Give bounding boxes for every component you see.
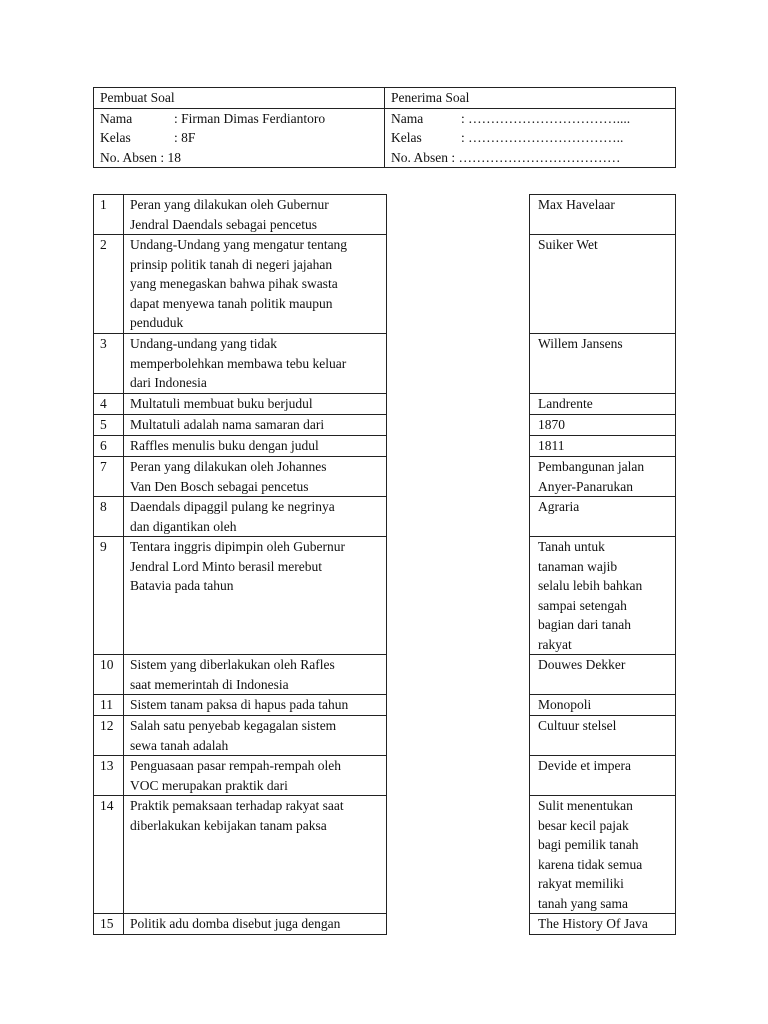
- question-number-cell: [94, 436, 124, 457]
- question-text-line: Van Den Bosch sebagai pencetus: [130, 478, 309, 494]
- answer-cell: [530, 436, 676, 457]
- question-text-cell: [124, 394, 387, 415]
- question-number-cell: [94, 756, 124, 796]
- question-number-cell: [94, 457, 124, 497]
- question-row: [94, 195, 387, 235]
- answer-row: [530, 914, 676, 935]
- question-text-line: Raffles menulis buku dengan judul: [130, 438, 319, 453]
- receiver-class-line: [391, 128, 669, 148]
- answer-text-line: rakyat: [538, 636, 572, 652]
- question-text-line: Sistem yang diberlakukan oleh Rafles: [130, 657, 335, 672]
- question-row: [94, 655, 387, 695]
- answer-cell: [530, 914, 676, 935]
- answer-text-line: Douwes Dekker: [538, 657, 626, 672]
- question-row: [94, 537, 387, 655]
- question-number-cell: [94, 334, 124, 394]
- receiver-name-line: [391, 109, 669, 129]
- maker-absen-label: No. Absen: [100, 149, 157, 165]
- maker-name-label: Nama: [100, 110, 133, 126]
- question-text-line: Undang-Undang yang mengatur tentang: [130, 237, 348, 252]
- answer-row: [530, 756, 676, 796]
- question-text-line: prinsip politik tanah di negeri jajahan: [130, 256, 333, 272]
- answer-cell: [530, 695, 676, 716]
- question-text-line: dari Indonesia: [130, 375, 207, 390]
- answer-text-line: Agraria: [538, 499, 580, 514]
- question-text-line: Peran yang dilakukan oleh Gubernur: [130, 197, 329, 212]
- question-number: 5: [100, 417, 107, 432]
- answer-text-line: besar kecil pajak: [538, 817, 629, 833]
- question-row: [94, 796, 387, 914]
- receiver-class-value: : ……………………………..: [461, 130, 624, 145]
- question-number-cell: [94, 655, 124, 695]
- question-text-line: Praktik pemaksaan terhadap rakyat saat: [130, 798, 344, 813]
- question-row: [94, 235, 387, 334]
- answer-text-line: Sulit menentukan: [538, 798, 633, 813]
- receiver-class-label: Kelas: [391, 130, 422, 145]
- maker-absen-line: [100, 148, 378, 168]
- question-number: 9: [100, 539, 107, 554]
- question-row: [94, 497, 387, 537]
- question-row: [94, 457, 387, 497]
- receiver-title: Penerima Soal: [391, 90, 470, 105]
- question-row: [94, 394, 387, 415]
- answer-cell: [530, 796, 676, 914]
- question-number: 3: [100, 336, 107, 351]
- question-number: 10: [100, 657, 114, 672]
- question-number-cell: [94, 716, 124, 756]
- answer-cell: [530, 334, 676, 394]
- question-text-line: Daendals dipaggil pulang ke negrinya: [130, 499, 335, 514]
- receiver-name-label: Nama: [391, 110, 424, 126]
- answer-cell: [530, 415, 676, 436]
- question-row: [94, 695, 387, 716]
- question-text-line: yang menegaskan bahwa pihak swasta: [130, 276, 338, 291]
- question-text-line: diberlakukan kebijakan tanam paksa: [130, 817, 327, 833]
- answer-text-line: 1870: [538, 417, 565, 432]
- question-number: 2: [100, 237, 107, 252]
- question-text-cell: [124, 457, 387, 497]
- maker-name-value: : Firman Dimas Ferdiantoro: [174, 110, 326, 126]
- question-text-line: Jendral Daendals sebagai pencetus: [130, 216, 318, 232]
- question-number: 11: [100, 697, 113, 712]
- answer-row: [530, 436, 676, 457]
- question-text-cell: [124, 655, 387, 695]
- question-text-cell: [124, 415, 387, 436]
- answer-row: [530, 497, 676, 537]
- answer-row: [530, 415, 676, 436]
- maker-class-value: : 8F: [174, 130, 196, 145]
- answer-row: [530, 655, 676, 695]
- receiver-info-cell: [385, 108, 676, 168]
- question-text-line: Penguasaan pasar rempah-rempah oleh: [130, 758, 342, 773]
- header-table: [93, 87, 676, 168]
- maker-name-line: [100, 109, 378, 129]
- question-text-line: Undang-undang yang tidak: [130, 336, 277, 351]
- answer-text-line: The History Of Java: [538, 916, 648, 931]
- answer-row: [530, 796, 676, 914]
- maker-class-line: [100, 128, 378, 148]
- question-row: [94, 756, 387, 796]
- maker-info-cell: [94, 108, 385, 168]
- question-text-line: Sistem tanam paksa di hapus pada tahun: [130, 697, 349, 712]
- question-text-cell: [124, 756, 387, 796]
- question-number: 12: [100, 718, 114, 733]
- answer-cell: [530, 716, 676, 756]
- question-text-line: Multatuli adalah nama samaran dari: [130, 417, 325, 432]
- answer-row: [530, 695, 676, 716]
- question-row: [94, 914, 387, 935]
- question-text-line: sewa tanah adalah: [130, 737, 229, 753]
- question-text-cell: [124, 334, 387, 394]
- question-text-cell: [124, 796, 387, 914]
- answer-text-line: tanaman wajib: [538, 558, 618, 574]
- answer-text-line: Suiker Wet: [538, 237, 598, 252]
- question-text-cell: [124, 195, 387, 235]
- question-text-line: Tentara inggris dipimpin oleh Gubernur: [130, 539, 346, 554]
- answer-text-line: Devide et impera: [538, 758, 631, 773]
- question-number-cell: [94, 796, 124, 914]
- question-text-cell: [124, 235, 387, 334]
- question-row: [94, 415, 387, 436]
- question-text-line: dapat menyewa tanah politik maupun: [130, 295, 333, 311]
- answer-cell: [530, 537, 676, 655]
- maker-title: Pembuat Soal: [100, 90, 175, 105]
- question-row: [94, 716, 387, 756]
- question-text-line: Peran yang dilakukan oleh Johannes: [130, 459, 327, 474]
- maker-absen-value: : 18: [160, 149, 182, 165]
- answer-cell: [530, 756, 676, 796]
- answer-row: [530, 195, 676, 235]
- question-number: 6: [100, 438, 107, 453]
- answer-row: [530, 235, 676, 334]
- answer-text-line: Tanah untuk: [538, 539, 605, 554]
- receiver-name-value: : ……………………………....: [461, 110, 631, 126]
- questions-table: [93, 194, 387, 935]
- answers-table: [529, 194, 676, 935]
- answer-text-line: Cultuur stelsel: [538, 718, 617, 733]
- answer-text-line: Anyer-Panarukan: [538, 478, 633, 494]
- answer-text-line: selalu lebih bahkan: [538, 578, 643, 593]
- question-text-line: Salah satu penyebab kegagalan sistem: [130, 718, 337, 733]
- header-title-row: [94, 88, 676, 109]
- question-number: 4: [100, 396, 107, 411]
- answer-text-line: tanah yang sama: [538, 895, 628, 911]
- answer-text-line: Monopoli: [538, 697, 592, 712]
- question-text-cell: [124, 914, 387, 935]
- question-number-cell: [94, 695, 124, 716]
- question-text-line: dan digantikan oleh: [130, 518, 237, 534]
- question-number-cell: [94, 235, 124, 334]
- question-row: [94, 436, 387, 457]
- receiver-absen-value: : ………………………………: [451, 149, 621, 165]
- answer-text-line: Landrente: [538, 396, 593, 411]
- question-text-cell: [124, 537, 387, 655]
- answer-text-line: bagian dari tanah: [538, 617, 631, 632]
- question-number: 15: [100, 916, 114, 931]
- question-text-line: VOC merupakan praktik dari: [130, 777, 288, 793]
- question-text-cell: [124, 716, 387, 756]
- answer-text-line: bagi pemilik tanah: [538, 837, 639, 852]
- receiver-absen-label: No. Absen: [391, 149, 448, 165]
- question-text-cell: [124, 695, 387, 716]
- answer-row: [530, 334, 676, 394]
- question-number: 7: [100, 459, 107, 474]
- question-number: 8: [100, 499, 107, 514]
- maker-class-label: Kelas: [100, 130, 131, 145]
- answer-cell: [530, 394, 676, 415]
- receiver-title-cell: [385, 88, 676, 109]
- question-number-cell: [94, 394, 124, 415]
- question-number-cell: [94, 497, 124, 537]
- answer-text-line: 1811: [538, 438, 565, 453]
- answer-text-line: sampai setengah: [538, 597, 627, 613]
- question-number-cell: [94, 415, 124, 436]
- maker-title-cell: [94, 88, 385, 109]
- question-text-line: memperbolehkan membawa tebu keluar: [130, 355, 347, 371]
- answer-cell: [530, 195, 676, 235]
- answer-cell: [530, 497, 676, 537]
- question-number-cell: [94, 914, 124, 935]
- answer-cell: [530, 655, 676, 695]
- question-number: 13: [100, 758, 114, 773]
- answer-row: [530, 537, 676, 655]
- answer-text-line: rakyat memiliki: [538, 876, 624, 891]
- question-text-line: penduduk: [130, 315, 184, 330]
- header-info-row: [94, 108, 676, 168]
- receiver-absen-line: [391, 148, 669, 168]
- question-text-cell: [124, 497, 387, 537]
- question-number-cell: [94, 195, 124, 235]
- answer-cell: [530, 235, 676, 334]
- question-text-line: Politik adu domba disebut juga dengan: [130, 916, 341, 931]
- question-text-line: saat memerintah di Indonesia: [130, 676, 289, 692]
- question-text-line: Jendral Lord Minto berasil merebut: [130, 558, 322, 574]
- question-number: 1: [100, 197, 107, 212]
- question-number-cell: [94, 537, 124, 655]
- question-row: [94, 334, 387, 394]
- answer-text-line: Max Havelaar: [538, 197, 615, 212]
- answer-row: [530, 394, 676, 415]
- answer-text-line: Willem Jansens: [538, 336, 623, 351]
- answer-text-line: karena tidak semua: [538, 856, 643, 872]
- question-text-cell: [124, 436, 387, 457]
- answer-cell: [530, 457, 676, 497]
- question-number: 14: [100, 798, 114, 813]
- answer-row: [530, 457, 676, 497]
- question-text-line: Multatuli membuat buku berjudul: [130, 396, 313, 411]
- answer-text-line: Pembangunan jalan: [538, 459, 645, 474]
- answer-row: [530, 716, 676, 756]
- question-text-line: Batavia pada tahun: [130, 578, 234, 593]
